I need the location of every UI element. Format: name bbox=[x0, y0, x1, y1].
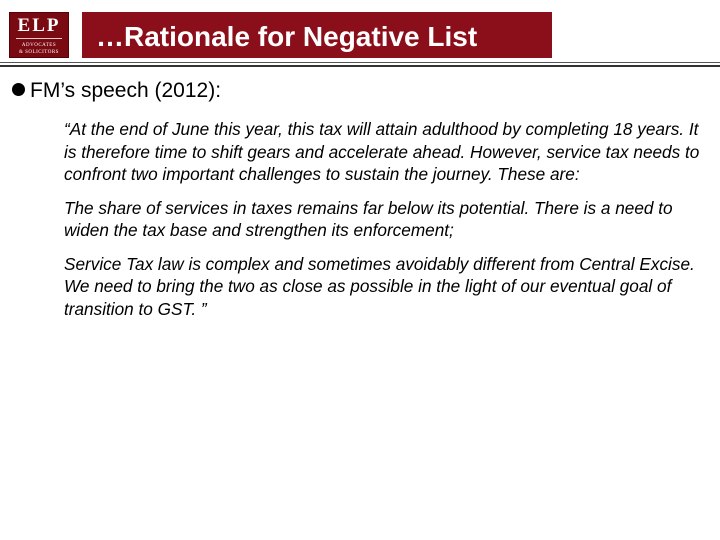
bullet-dot-icon bbox=[12, 83, 25, 96]
quote-paragraph: “At the end of June this year, this tax will attain adulthood by completing 18 years. It is therefore time to shift gears and accelerate ahead. However, service tax needs to confront two important challenges to sustain the journey. These are: bbox=[64, 119, 700, 184]
quote-paragraph: Service Tax law is complex and sometimes avoidably different from Central Excise. We need to bring the two as close as possible in the light of our eventual goal of transition to GST. ” bbox=[64, 253, 695, 319]
logo-letters: ELP bbox=[17, 15, 61, 36]
logo-subtitle-line1: ADVOCATES bbox=[21, 43, 57, 48]
bullet-item bbox=[12, 78, 221, 104]
page-title: …Rationale for Negative List bbox=[96, 21, 478, 52]
logo-divider bbox=[16, 38, 62, 39]
logo-subtitle-line2: & SOLICITORS bbox=[19, 50, 59, 55]
slide-header bbox=[0, 0, 720, 62]
speech-quote bbox=[64, 118, 714, 331]
header-divider-thin bbox=[0, 62, 720, 63]
elp-logo bbox=[9, 12, 69, 58]
quote-paragraph: The share of services in taxes remains far below its potential. There is a need to widen the tax base and strengthen its enforcement; bbox=[64, 197, 673, 240]
header-divider-thick bbox=[0, 65, 720, 67]
bullet-text: FM’s speech (2012): bbox=[30, 79, 222, 102]
